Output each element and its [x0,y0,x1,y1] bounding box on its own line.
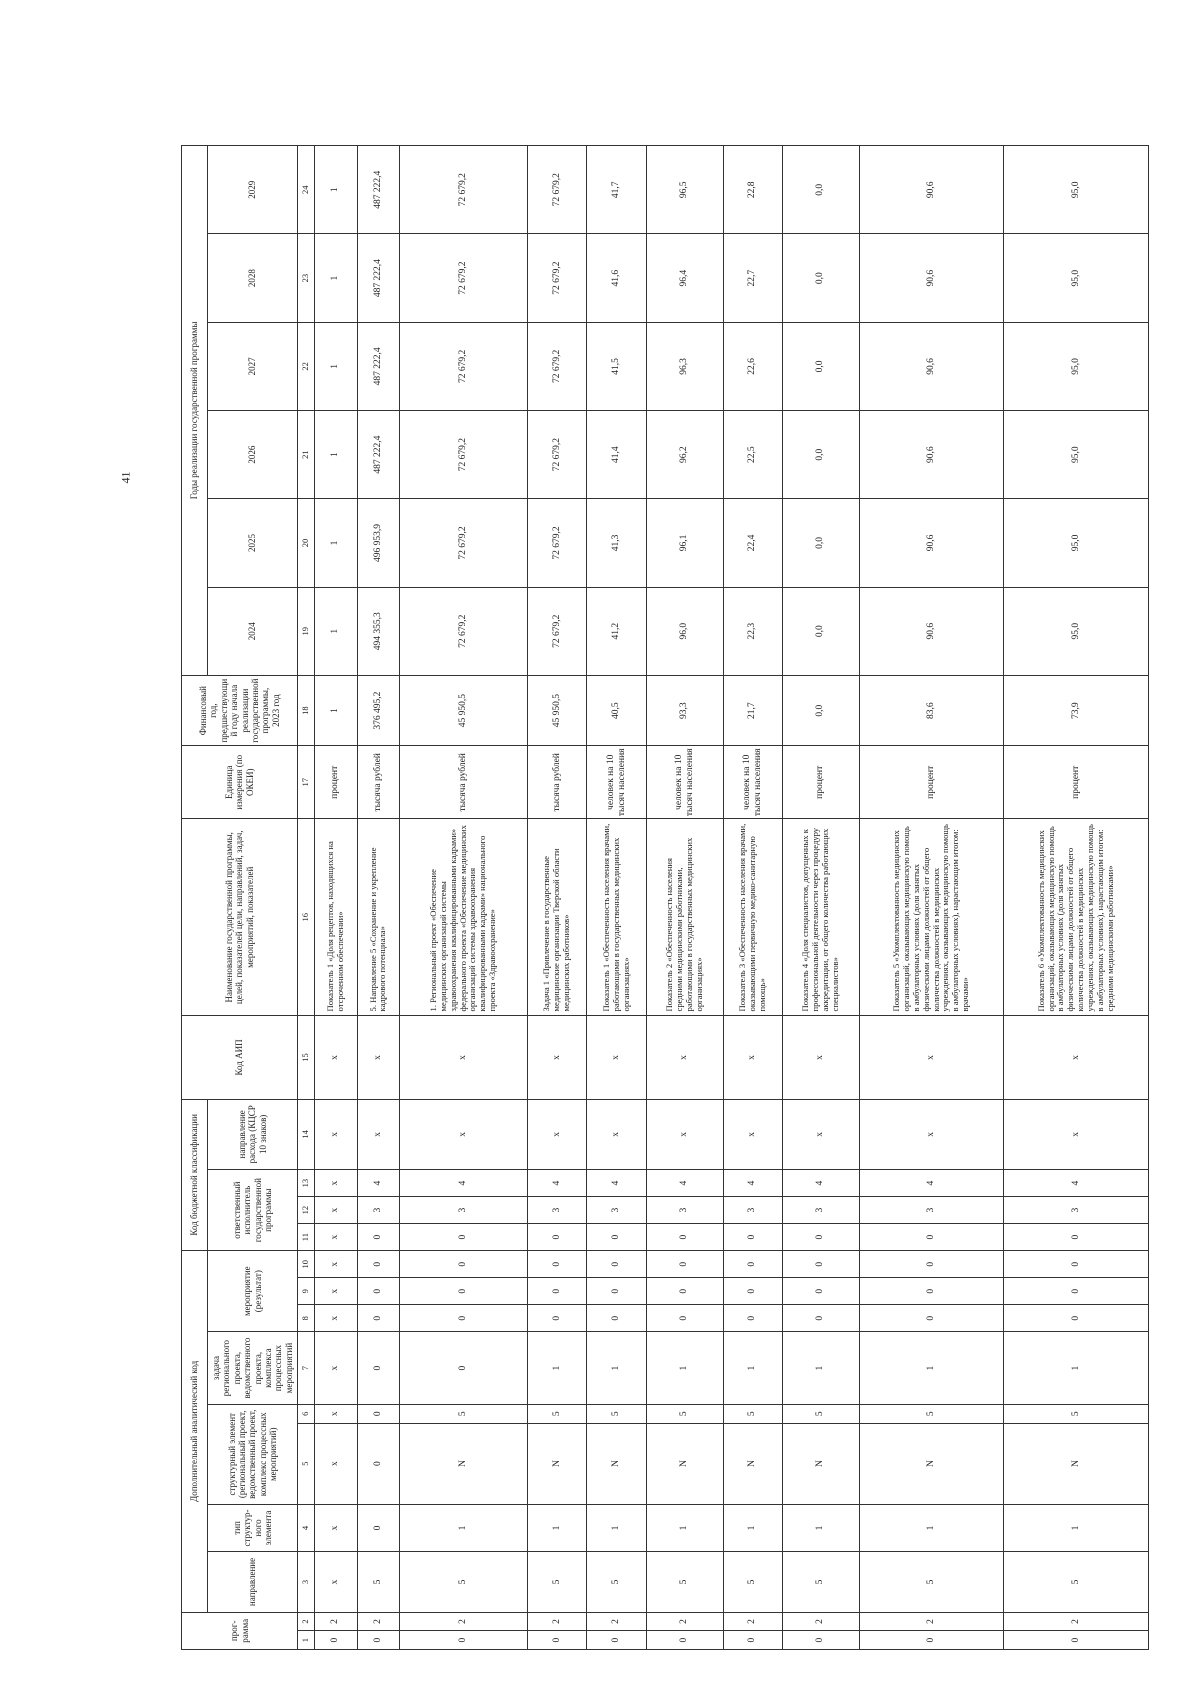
code-cell: 3 [1004,1197,1149,1224]
code-cell: х [587,1099,647,1170]
code-cell: 5 [783,1404,860,1423]
code-cell: 1 [527,1332,587,1405]
code-cell: 5 [1004,1552,1149,1612]
row-name: Показатель 4 «Доля специалистов, допущенных к профессиональной деятельности через процедуру аккредитации, от общего количества работающих специалистов» [783,819,860,1016]
row-year-value: 96,0 [646,587,723,675]
column-number: 13 [298,1170,315,1197]
code-cell: 0 [646,1251,723,1278]
code-cell: х [315,1504,358,1552]
column-number: 18 [298,675,315,746]
code-cell: 0 [646,1631,723,1650]
code-cell: х [315,1552,358,1612]
code-cell: 4 [400,1170,528,1197]
code-cell: 0 [400,1251,528,1278]
row-year-value: 1 [315,587,358,675]
row-year-value: 72 679,2 [527,234,587,322]
code-cell: 2 [646,1612,723,1631]
code-cell: 0 [723,1305,783,1332]
row-year-value: 41,4 [587,411,647,499]
row-year-value: 96,5 [646,146,723,235]
code-cell: х [783,1016,860,1099]
header-kbk: Код бюджетной классификации [182,1099,208,1251]
column-number: 8 [298,1305,315,1332]
code-cell: 2 [315,1612,358,1631]
row-year-value: 72 679,2 [527,322,587,410]
code-cell: 0 [357,1631,400,1650]
row-name: 5. Направление 5 «Сохранение и укрепление кадрового потенциала» [357,819,400,1016]
code-cell: 5 [400,1404,528,1423]
row-unit: процент [783,746,860,819]
code-cell: 5 [357,1552,400,1612]
code-cell: 1 [723,1504,783,1552]
header-tip: тип структур-ного элемента [208,1504,298,1552]
code-cell: 0 [783,1278,860,1305]
row-year-value: 96,4 [646,234,723,322]
row-year-value: 72 679,2 [527,146,587,235]
column-number: 21 [298,411,315,499]
code-cell: 3 [723,1197,783,1224]
row-year-value: 95,0 [1004,499,1149,587]
row-base-value: 73,9 [1004,675,1149,746]
code-cell: 1 [400,1504,528,1552]
code-cell: N [646,1423,723,1504]
header-dop-code: Дополнительный аналитический код [182,1251,208,1612]
column-number: 9 [298,1278,315,1305]
code-cell: 0 [723,1631,783,1650]
header-otvet: ответственный исполнитель государственной программы [208,1170,298,1251]
row-year-value: 72 679,2 [527,499,587,587]
row-unit: человек на 10 тысяч населения [723,746,783,819]
column-number: 7 [298,1332,315,1405]
code-cell: 0 [527,1224,587,1251]
code-cell: х [783,1099,860,1170]
code-cell: 0 [587,1305,647,1332]
header-year-2028: 2028 [208,234,298,322]
program-table [181,145,1149,1650]
code-cell: 1 [587,1332,647,1405]
row-year-value: 90,6 [859,411,1004,499]
header-aip: Код АИП [182,1016,298,1099]
table-row [587,146,647,1650]
code-cell: х [315,1099,358,1170]
header-rashod: направление расхода (КЦСР 10 знаков) [208,1099,298,1170]
row-year-value: 487 222,4 [357,234,400,322]
row-name: Показатель 3 «Обеспеченность населения врачами, оказывающими первичную медико-санитарную помощь» [723,819,783,1016]
header-program: прог-рамма [182,1612,298,1649]
column-number: 5 [298,1423,315,1504]
row-year-value: 72 679,2 [400,411,528,499]
code-cell: 5 [859,1552,1004,1612]
code-cell: 0 [859,1251,1004,1278]
table-row [357,146,400,1650]
code-cell: х [646,1016,723,1099]
column-number: 4 [298,1504,315,1552]
code-cell: 2 [527,1612,587,1631]
row-year-value: 95,0 [1004,587,1149,675]
code-cell: х [315,1423,358,1504]
row-year-value: 22,3 [723,587,783,675]
row-name: Задача 1 «Привлечение в государственные медицинские организации Тверской области медицинских работников» [527,819,587,1016]
code-cell: х [400,1099,528,1170]
row-name: Показатель 1 «Доля рецептов, находящихся на отсроченном обеспечении» [315,819,358,1016]
code-cell: 0 [587,1278,647,1305]
row-year-value: 90,6 [859,234,1004,322]
table-row [859,146,1004,1650]
code-cell: 2 [783,1612,860,1631]
row-year-value: 22,5 [723,411,783,499]
row-year-value: 487 222,4 [357,322,400,410]
rotated-table-wrapper [181,145,1149,1650]
row-year-value: 72 679,2 [400,234,528,322]
row-year-value: 95,0 [1004,234,1149,322]
code-cell: 0 [783,1251,860,1278]
code-cell: 0 [783,1305,860,1332]
header-year-2025: 2025 [208,499,298,587]
code-cell: 0 [587,1251,647,1278]
code-cell: х [357,1099,400,1170]
code-cell: 4 [859,1170,1004,1197]
row-unit: человек на 10 тысяч населения [646,746,723,819]
row-base-value: 93,3 [646,675,723,746]
code-cell: 1 [859,1504,1004,1552]
code-cell: 0 [587,1631,647,1650]
table-row [315,146,358,1650]
code-cell: 3 [400,1197,528,1224]
row-year-value: 41,6 [587,234,647,322]
code-cell: 0 [1004,1305,1149,1332]
code-cell: х [400,1016,528,1099]
header-meropr: мероприятие (результат) [208,1251,298,1332]
code-cell: 0 [357,1332,400,1405]
code-cell: 0 [357,1504,400,1552]
code-cell: х [315,1305,358,1332]
row-year-value: 22,8 [723,146,783,235]
code-cell: 2 [357,1612,400,1631]
header-year-2024: 2024 [208,587,298,675]
code-cell: 3 [646,1197,723,1224]
row-year-value: 0,0 [783,146,860,235]
row-year-value: 1 [315,322,358,410]
code-cell: 3 [859,1197,1004,1224]
code-cell: 5 [527,1552,587,1612]
code-cell: 0 [646,1278,723,1305]
row-year-value: 96,3 [646,322,723,410]
code-cell: 0 [646,1305,723,1332]
code-cell: 1 [587,1504,647,1552]
header-struct: структурный элемент (региональный проект, ведомственный проект, комплекс процессных мероприятий) [208,1404,298,1504]
row-year-value: 95,0 [1004,146,1149,235]
code-cell: 0 [400,1278,528,1305]
code-cell: 4 [527,1170,587,1197]
column-number: 12 [298,1197,315,1224]
row-year-value: 0,0 [783,499,860,587]
row-year-value: 41,5 [587,322,647,410]
code-cell: 4 [646,1170,723,1197]
row-base-value: 45 950,5 [400,675,528,746]
row-unit: тысяча рублей [400,746,528,819]
code-cell: N [587,1423,647,1504]
code-cell: 1 [646,1332,723,1405]
row-year-value: 95,0 [1004,322,1149,410]
row-year-value: 496 953,9 [357,499,400,587]
code-cell: х [1004,1016,1149,1099]
code-cell: 4 [587,1170,647,1197]
row-year-value: 0,0 [783,322,860,410]
code-cell: 2 [1004,1612,1149,1631]
code-cell: 1 [1004,1332,1149,1405]
code-cell: N [1004,1423,1149,1504]
column-number: 17 [298,746,315,819]
row-year-value: 22,4 [723,499,783,587]
header-year-2026: 2026 [208,411,298,499]
column-number: 3 [298,1552,315,1612]
row-year-value: 0,0 [783,587,860,675]
code-cell: х [315,1332,358,1405]
row-unit: тысяча рублей [357,746,400,819]
header-napravlenie: направление [208,1552,298,1612]
code-cell: 0 [723,1224,783,1251]
code-cell: 0 [315,1631,358,1650]
row-year-value: 22,6 [723,322,783,410]
row-year-value: 90,6 [859,146,1004,235]
code-cell: 1 [723,1332,783,1405]
row-name: 1. Региональный проект «Обеспечение медицинских организаций системы здравоохранения квалифицированными кадрами» федерального проекта «Обеспечение медицинских организаций системы здравоохранения квалифицированными кадрами» национального проекта «Здравоохранение» [400,819,528,1016]
row-year-value: 22,7 [723,234,783,322]
code-cell: 0 [527,1278,587,1305]
row-year-value: 1 [315,411,358,499]
row-year-value: 41,2 [587,587,647,675]
code-cell: N [527,1423,587,1504]
row-base-value: 1 [315,675,358,746]
row-base-value: 83,6 [859,675,1004,746]
code-cell: 0 [357,1224,400,1251]
code-cell: 4 [357,1170,400,1197]
code-cell: 5 [783,1552,860,1612]
code-cell: 0 [400,1631,528,1650]
code-cell: х [315,1197,358,1224]
code-cell: 3 [527,1197,587,1224]
code-cell: N [400,1423,528,1504]
code-cell: 1 [859,1332,1004,1405]
code-cell: 5 [1004,1404,1149,1423]
row-year-value: 0,0 [783,411,860,499]
column-number: 14 [298,1099,315,1170]
code-cell: 4 [723,1170,783,1197]
code-cell: х [1004,1099,1149,1170]
code-cell: 0 [859,1278,1004,1305]
row-year-value: 72 679,2 [400,146,528,235]
row-name: Показатель 5 «Укомплектованность медицинских организаций, оказывающих медицинскую помощь в амбулаторных условиях (доля занятых физическими лицами должностей от общего количества должностей в медицинских учреждениях, оказывающих медицинскую помощь в амбулаторных условиях), нарастающим итогом: врачами» [859,819,1004,1016]
code-cell: 0 [1004,1251,1149,1278]
code-cell: 1 [1004,1504,1149,1552]
column-number: 10 [298,1251,315,1278]
row-year-value: 72 679,2 [400,499,528,587]
row-unit: процент [859,746,1004,819]
code-cell: N [783,1423,860,1504]
row-unit: тысяча рублей [527,746,587,819]
header-name: Наименование государственной программы, целей, показателей цели, направлений, задач, мероприятий, показателей [182,819,298,1016]
code-cell: х [315,1170,358,1197]
row-year-value: 96,1 [646,499,723,587]
row-year-value: 90,6 [859,322,1004,410]
code-cell: 3 [783,1197,860,1224]
header-year-2027: 2027 [208,322,298,410]
code-cell: 2 [723,1612,783,1631]
row-year-value: 1 [315,146,358,235]
code-cell: 0 [357,1423,400,1504]
column-number: 24 [298,146,315,235]
code-cell: х [315,1251,358,1278]
row-year-value: 41,7 [587,146,647,235]
code-cell: 0 [1004,1631,1149,1650]
code-cell: х [587,1016,647,1099]
code-cell: 5 [646,1552,723,1612]
header-year-2029: 2029 [208,146,298,235]
row-name: Показатель 2 «Обеспеченность населения средними медицинскими работниками, работающими в государственных медицинских организациях» [646,819,723,1016]
row-base-value: 0,0 [783,675,860,746]
row-unit: процент [1004,746,1149,819]
code-cell: х [315,1278,358,1305]
code-cell: 5 [723,1552,783,1612]
code-cell: 0 [723,1251,783,1278]
header-zadacha: задача регионального проекта, ведомственного проекта, комплекса процессных мероприятий [208,1332,298,1405]
column-number: 2 [298,1612,315,1631]
header-fin-year: Финансовый год, предшествующий году начала реализации государственной программы, 2023 год [182,675,298,746]
row-year-value: 96,2 [646,411,723,499]
code-cell: х [315,1016,358,1099]
row-year-value: 90,6 [859,499,1004,587]
code-cell: 1 [783,1504,860,1552]
row-year-value: 72 679,2 [400,322,528,410]
header-years-title: Годы реализации государственной программы [182,146,208,676]
table-row [527,146,587,1650]
code-cell: 0 [859,1224,1004,1251]
row-year-value: 95,0 [1004,411,1149,499]
row-year-value: 487 222,4 [357,146,400,235]
code-cell: 5 [587,1552,647,1612]
code-cell: х [723,1099,783,1170]
row-year-value: 72 679,2 [527,587,587,675]
code-cell: 0 [859,1305,1004,1332]
code-cell: 1 [527,1504,587,1552]
table-row [400,146,528,1650]
row-name: Показатель 6 «Укомплектованность медицинских организаций, оказывающих медицинскую помощь в амбулаторных условиях (доля занятых физическими лицами должностей от общего количества должностей в медицинских учреждениях, оказывающих медицинскую помощь в амбулаторных условиях), нарастающим итогом: средними медицинскими работниками» [1004,819,1149,1016]
column-number: 22 [298,322,315,410]
code-cell: х [527,1099,587,1170]
row-base-value: 21,7 [723,675,783,746]
table-row [646,146,723,1650]
code-cell: 2 [400,1612,528,1631]
code-cell: х [723,1016,783,1099]
column-number: 11 [298,1224,315,1251]
code-cell: 5 [723,1404,783,1423]
code-cell: 3 [357,1197,400,1224]
code-cell: 0 [1004,1224,1149,1251]
row-year-value: 90,6 [859,587,1004,675]
code-cell: 0 [783,1631,860,1650]
code-cell: 1 [783,1332,860,1405]
code-cell: 0 [646,1224,723,1251]
row-year-value: 1 [315,499,358,587]
column-number: 16 [298,819,315,1016]
header-unit: Единица измерения (по ОКЕИ) [182,746,298,819]
column-number: 19 [298,587,315,675]
code-cell: 0 [357,1404,400,1423]
code-cell: 0 [527,1251,587,1278]
row-year-value: 487 222,4 [357,411,400,499]
code-cell: 0 [400,1305,528,1332]
code-cell: 5 [527,1404,587,1423]
code-cell: 2 [587,1612,647,1631]
code-cell: х [859,1099,1004,1170]
code-cell: х [859,1016,1004,1099]
table-row [783,146,860,1650]
row-year-value: 72 679,2 [400,587,528,675]
row-year-value: 72 679,2 [527,411,587,499]
code-cell: 0 [357,1278,400,1305]
code-cell: х [315,1404,358,1423]
row-unit: процент [315,746,358,819]
column-number: 15 [298,1016,315,1099]
code-cell: х [527,1016,587,1099]
code-cell: N [723,1423,783,1504]
code-cell: 5 [859,1404,1004,1423]
code-cell: 5 [646,1404,723,1423]
code-cell: 2 [859,1612,1004,1631]
code-cell: х [646,1099,723,1170]
code-cell: 0 [400,1332,528,1405]
code-cell: 0 [859,1631,1004,1650]
code-cell: х [315,1224,358,1251]
column-number: 1 [298,1631,315,1650]
code-cell: 0 [587,1224,647,1251]
code-cell: 0 [527,1631,587,1650]
row-base-value: 40,5 [587,675,647,746]
code-cell: 5 [587,1404,647,1423]
code-cell: 4 [1004,1170,1149,1197]
code-cell: 3 [587,1197,647,1224]
code-cell: 0 [723,1278,783,1305]
column-number: 23 [298,234,315,322]
row-year-value: 0,0 [783,234,860,322]
code-cell: N [859,1423,1004,1504]
row-base-value: 45 950,5 [527,675,587,746]
code-cell: х [357,1016,400,1099]
code-cell: 0 [357,1305,400,1332]
row-year-value: 494 355,3 [357,587,400,675]
row-year-value: 1 [315,234,358,322]
code-cell: 1 [646,1504,723,1552]
table-row [723,146,783,1650]
column-number: 6 [298,1404,315,1423]
row-base-value: 376 495,2 [357,675,400,746]
page-number: 41 [118,471,133,484]
code-cell: 4 [783,1170,860,1197]
column-number: 20 [298,499,315,587]
row-name: Показатель 1 «Обеспеченность населения врачами, работающими в государственных медицинских организациях» [587,819,647,1016]
code-cell: 0 [1004,1278,1149,1305]
row-unit: человек на 10 тысяч населения [587,746,647,819]
table-row [1004,146,1149,1650]
code-cell: 0 [527,1305,587,1332]
code-cell: 0 [783,1224,860,1251]
code-cell: 5 [400,1552,528,1612]
code-cell: 0 [400,1224,528,1251]
code-cell: 0 [357,1251,400,1278]
row-year-value: 41,3 [587,499,647,587]
